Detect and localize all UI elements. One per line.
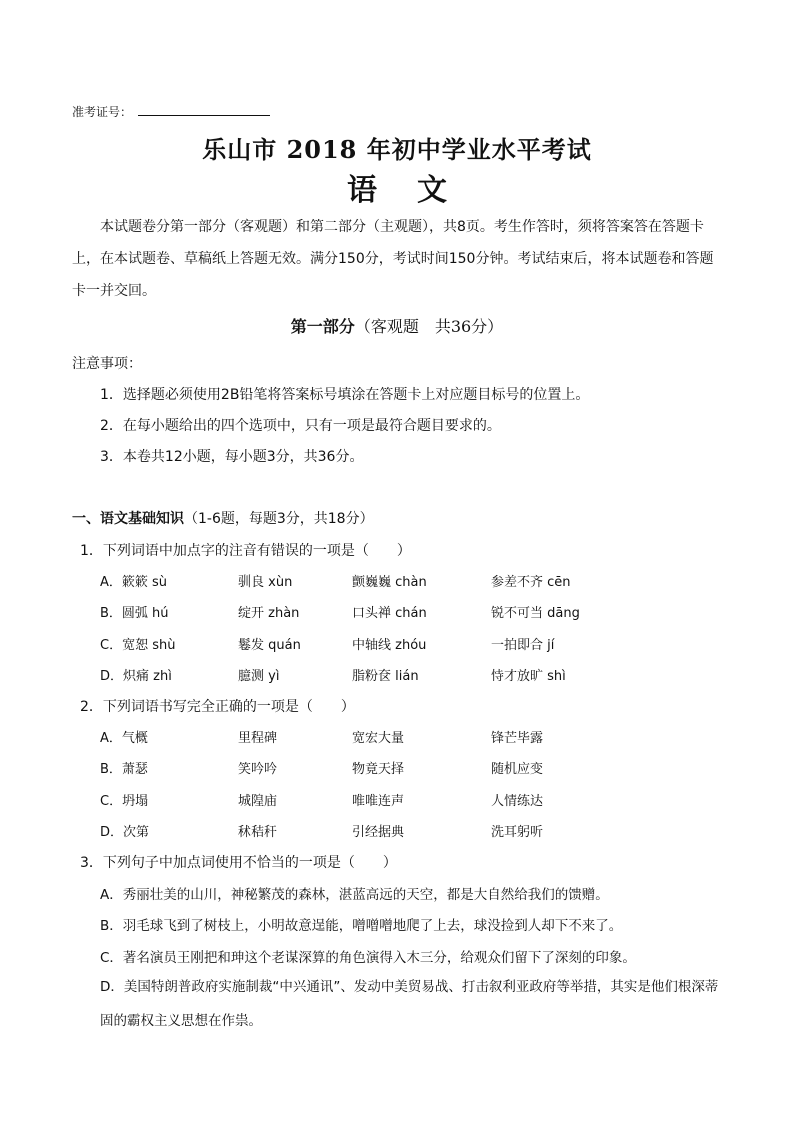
question-2-stem: 2．下列词语书写完全正确的一项是（ ）	[80, 699, 355, 715]
q3-option-b: B．羽毛球飞到了树枝上，小明故意逞能，噌噌噌地爬了上去，球没捡到人却下不来了。	[100, 918, 623, 934]
section-one-title: 一、语文基础知识	[72, 511, 184, 527]
exam-title: 乐山市 2018 年初中学业水平考试	[202, 135, 592, 164]
notes-heading: 注意事项：	[72, 356, 142, 372]
q1-option-a-2: 驯良 xùn	[238, 575, 293, 590]
q2-option-c-2: 城隍庙	[238, 794, 278, 809]
q2-option-d-3: 引经据典	[352, 825, 405, 840]
q1-option-a-3: 颤巍巍 chàn	[352, 575, 427, 590]
intro-paragraph: 本试题卷分第一部分（客观题）和第二部分（主观题），共8页。考生作答时，须将答案答在答题卡上，在本试题卷、草稿纸上答题无效。满分150分，考试时间150分钟。考试结束后，将本试题卷和答题卡一并交回。	[72, 219, 714, 299]
part-one-heading	[0, 314, 794, 337]
q1-option-c-4: 一拍即合 jí	[491, 638, 555, 653]
q3-option-c: C．著名演员王刚把和珅这个老谋深算的角色演得入木三分，给观众们留下了深刻的印象。	[100, 950, 636, 966]
q2-option-a-1: A．气概	[100, 731, 148, 746]
q2-option-c-3: 唯唯连声	[352, 794, 405, 809]
q2-option-b-3: 物竟天择	[352, 762, 405, 777]
section-one-detail: （1-6题，每题3分，共18分）	[184, 511, 374, 527]
q3-option-d	[100, 970, 730, 1038]
section-one-heading	[72, 508, 374, 528]
q1-option-d-3: 脂粉奁 lián	[352, 669, 419, 684]
q1-option-a-1: A．簌簌 sù	[100, 575, 168, 590]
q1-option-b-3: 口头禅 chán	[352, 606, 427, 621]
subject-title: 语文	[347, 173, 487, 208]
part-one-subtitle: （客观题 共36分）	[354, 317, 504, 336]
q2-option-a-2: 里程碑	[238, 731, 278, 746]
q1-option-b-1: B．圆弧 hú	[100, 606, 169, 621]
q1-option-b-4: 锐不可当 dāng	[491, 606, 580, 621]
q1-option-d-4: 恃才放旷 shì	[491, 669, 566, 684]
q2-option-b-1: B．萧瑟	[100, 762, 148, 777]
q2-option-a-4: 锋芒毕露	[491, 731, 544, 746]
exam-id-label: 准考证号：	[72, 105, 133, 119]
q2-option-d-1: D．次第	[100, 825, 150, 840]
note-item: 1．选择题必须使用2B铅笔将答案标号填涂在答题卡上对应题目标号的位置上。	[100, 387, 590, 403]
question-3-stem: 3．下列句子中加点词使用不恰当的一项是（ ）	[80, 855, 397, 871]
q2-option-b-4: 随机应变	[491, 762, 544, 777]
q1-option-d-1: D．炽痛 zhì	[100, 669, 172, 684]
q2-option-c-1: C．坍塌	[100, 794, 149, 809]
exam-id-blank	[138, 103, 270, 116]
q1-option-c-1: C．宽恕 shù	[100, 638, 176, 653]
q2-option-a-3: 宽宏大量	[352, 731, 405, 746]
q1-option-b-2: 绽开 zhàn	[238, 606, 300, 621]
note-item: 2．在每小题给出的四个选项中，只有一项是最符合题目要求的。	[100, 418, 501, 434]
q2-option-d-4: 洗耳躬听	[491, 825, 544, 840]
q3-option-d-text: D．美国特朗普政府实施制裁“中兴通讯”、发动中美贸易战、打击叙利亚政府等举措，其实是他们根深蒂固的霸权主义思想在作祟。	[100, 979, 719, 1029]
q2-option-d-2: 秫秸秆	[238, 825, 278, 840]
q1-option-d-2: 臆测 yì	[238, 669, 280, 684]
q2-option-b-2: 笑吟吟	[238, 762, 278, 777]
note-item: 3．本卷共12小题，每小题3分，共36分。	[100, 449, 364, 465]
q3-option-a: A．秀丽壮美的山川，神秘繁茂的森林，湛蓝高远的天空，都是大自然给我们的馈赠。	[100, 887, 609, 903]
part-one-title: 第一部分	[290, 317, 355, 336]
q1-option-c-3: 中轴线 zhóu	[352, 638, 427, 653]
q1-option-c-2: 鬈发 quán	[238, 638, 301, 653]
exam-id-field	[72, 103, 270, 120]
question-1-stem: 1．下列词语中加点字的注音有错误的一项是（ ）	[80, 543, 411, 559]
q1-option-a-4: 参差不齐 cēn	[491, 575, 571, 590]
q2-option-c-4: 人情练达	[491, 794, 544, 809]
